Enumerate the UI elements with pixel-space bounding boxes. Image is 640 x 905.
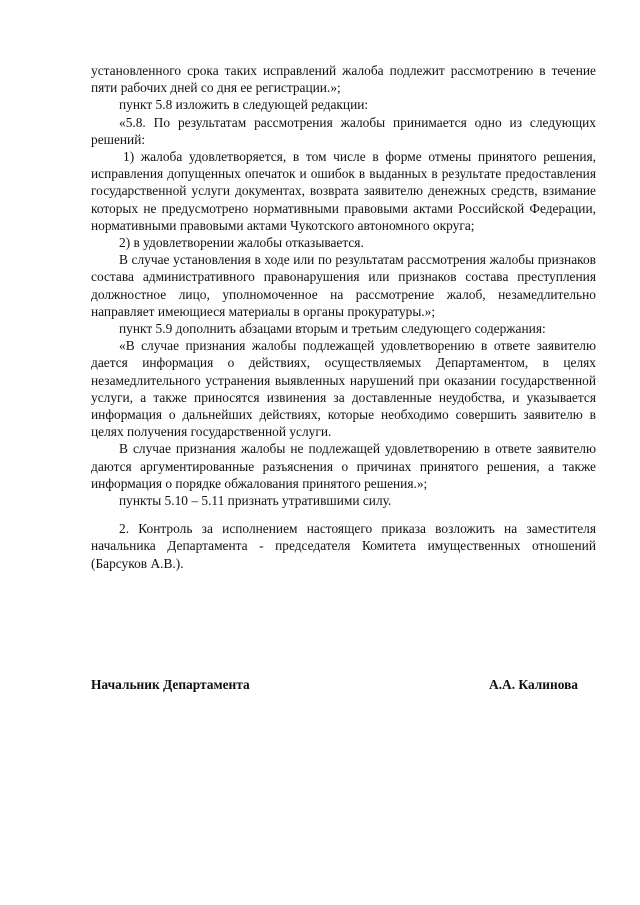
signature-position: Начальник Департамента [91, 677, 250, 692]
paragraph-item-5-8-intro: пункт 5.8 изложить в следующей редакции: [119, 97, 369, 113]
document-body [91, 62, 596, 572]
paragraph-decision-1: 1) жалоба удовлетворяется, в том числе в форме отмены принятого решения, исправления допущенных опечаток и ошибок в выданных в результате предоставления государственной услуги документах, возврата заявителю денежных средств, взимание которых не предусмотрено нормативными правовыми актами Российской Федерации, нормативными правовыми актами Чукотского автономного округа; [91, 149, 596, 233]
paragraph-5-8: «5.8. По результатам рассмотрения жалобы принимается одно из следующих решений: [91, 114, 596, 147]
paragraph-continuation: установленного срока таких исправлений жалоба подлежит рассмотрению в течение пяти рабочих дней со дня ее регистрации.»; [91, 63, 596, 96]
paragraph-item-5-9-intro: пункт 5.9 дополнить абзацами вторым и третьим следующего содержания: [119, 321, 546, 337]
paragraph-control: 2. Контроль за исполнением настоящего приказа возложить на заместителя начальника Департамента - председателя Комитета имущественных отношений (Барсуков А.В.). [91, 521, 596, 571]
paragraph-items-void: пункты 5.10 – 5.11 признать утратившими силу. [119, 493, 392, 509]
signature-block [91, 676, 578, 693]
signature-name: А.А. Калинова [489, 677, 578, 692]
paragraph-decision-2: 2) в удовлетворении жалобы отказывается. [119, 235, 364, 251]
paragraph-prosecution: В случае установления в ходе или по результатам рассмотрения жалобы признаков состава административного правонарушения или признаков состава преступления должностное лицо, уполномоченное на рассмотрение жалоб, незамедлительно направляет имеющиеся материалы в органы прокуратуры.»; [91, 252, 596, 319]
paragraph-complaint-satisfied: «В случае признания жалобы подлежащей удовлетворению в ответе заявителю дается информация о действиях, осуществляемых Департаментом, в целях незамедлительного устранения выявленных нарушений при оказании государственной услуги, а также приносятся извинения за доставленные неудобства, и указывается информация о дальнейших действиях, которые необходимо совершить заявителю в целях получения государственной услуги. [91, 338, 596, 440]
paragraph-complaint-rejected: В случае признания жалобы не подлежащей удовлетворению в ответе заявителю даются аргументированные разъяснения о причинах принятого решения, а также информация о порядке обжалования принятого решения.»; [91, 441, 596, 491]
